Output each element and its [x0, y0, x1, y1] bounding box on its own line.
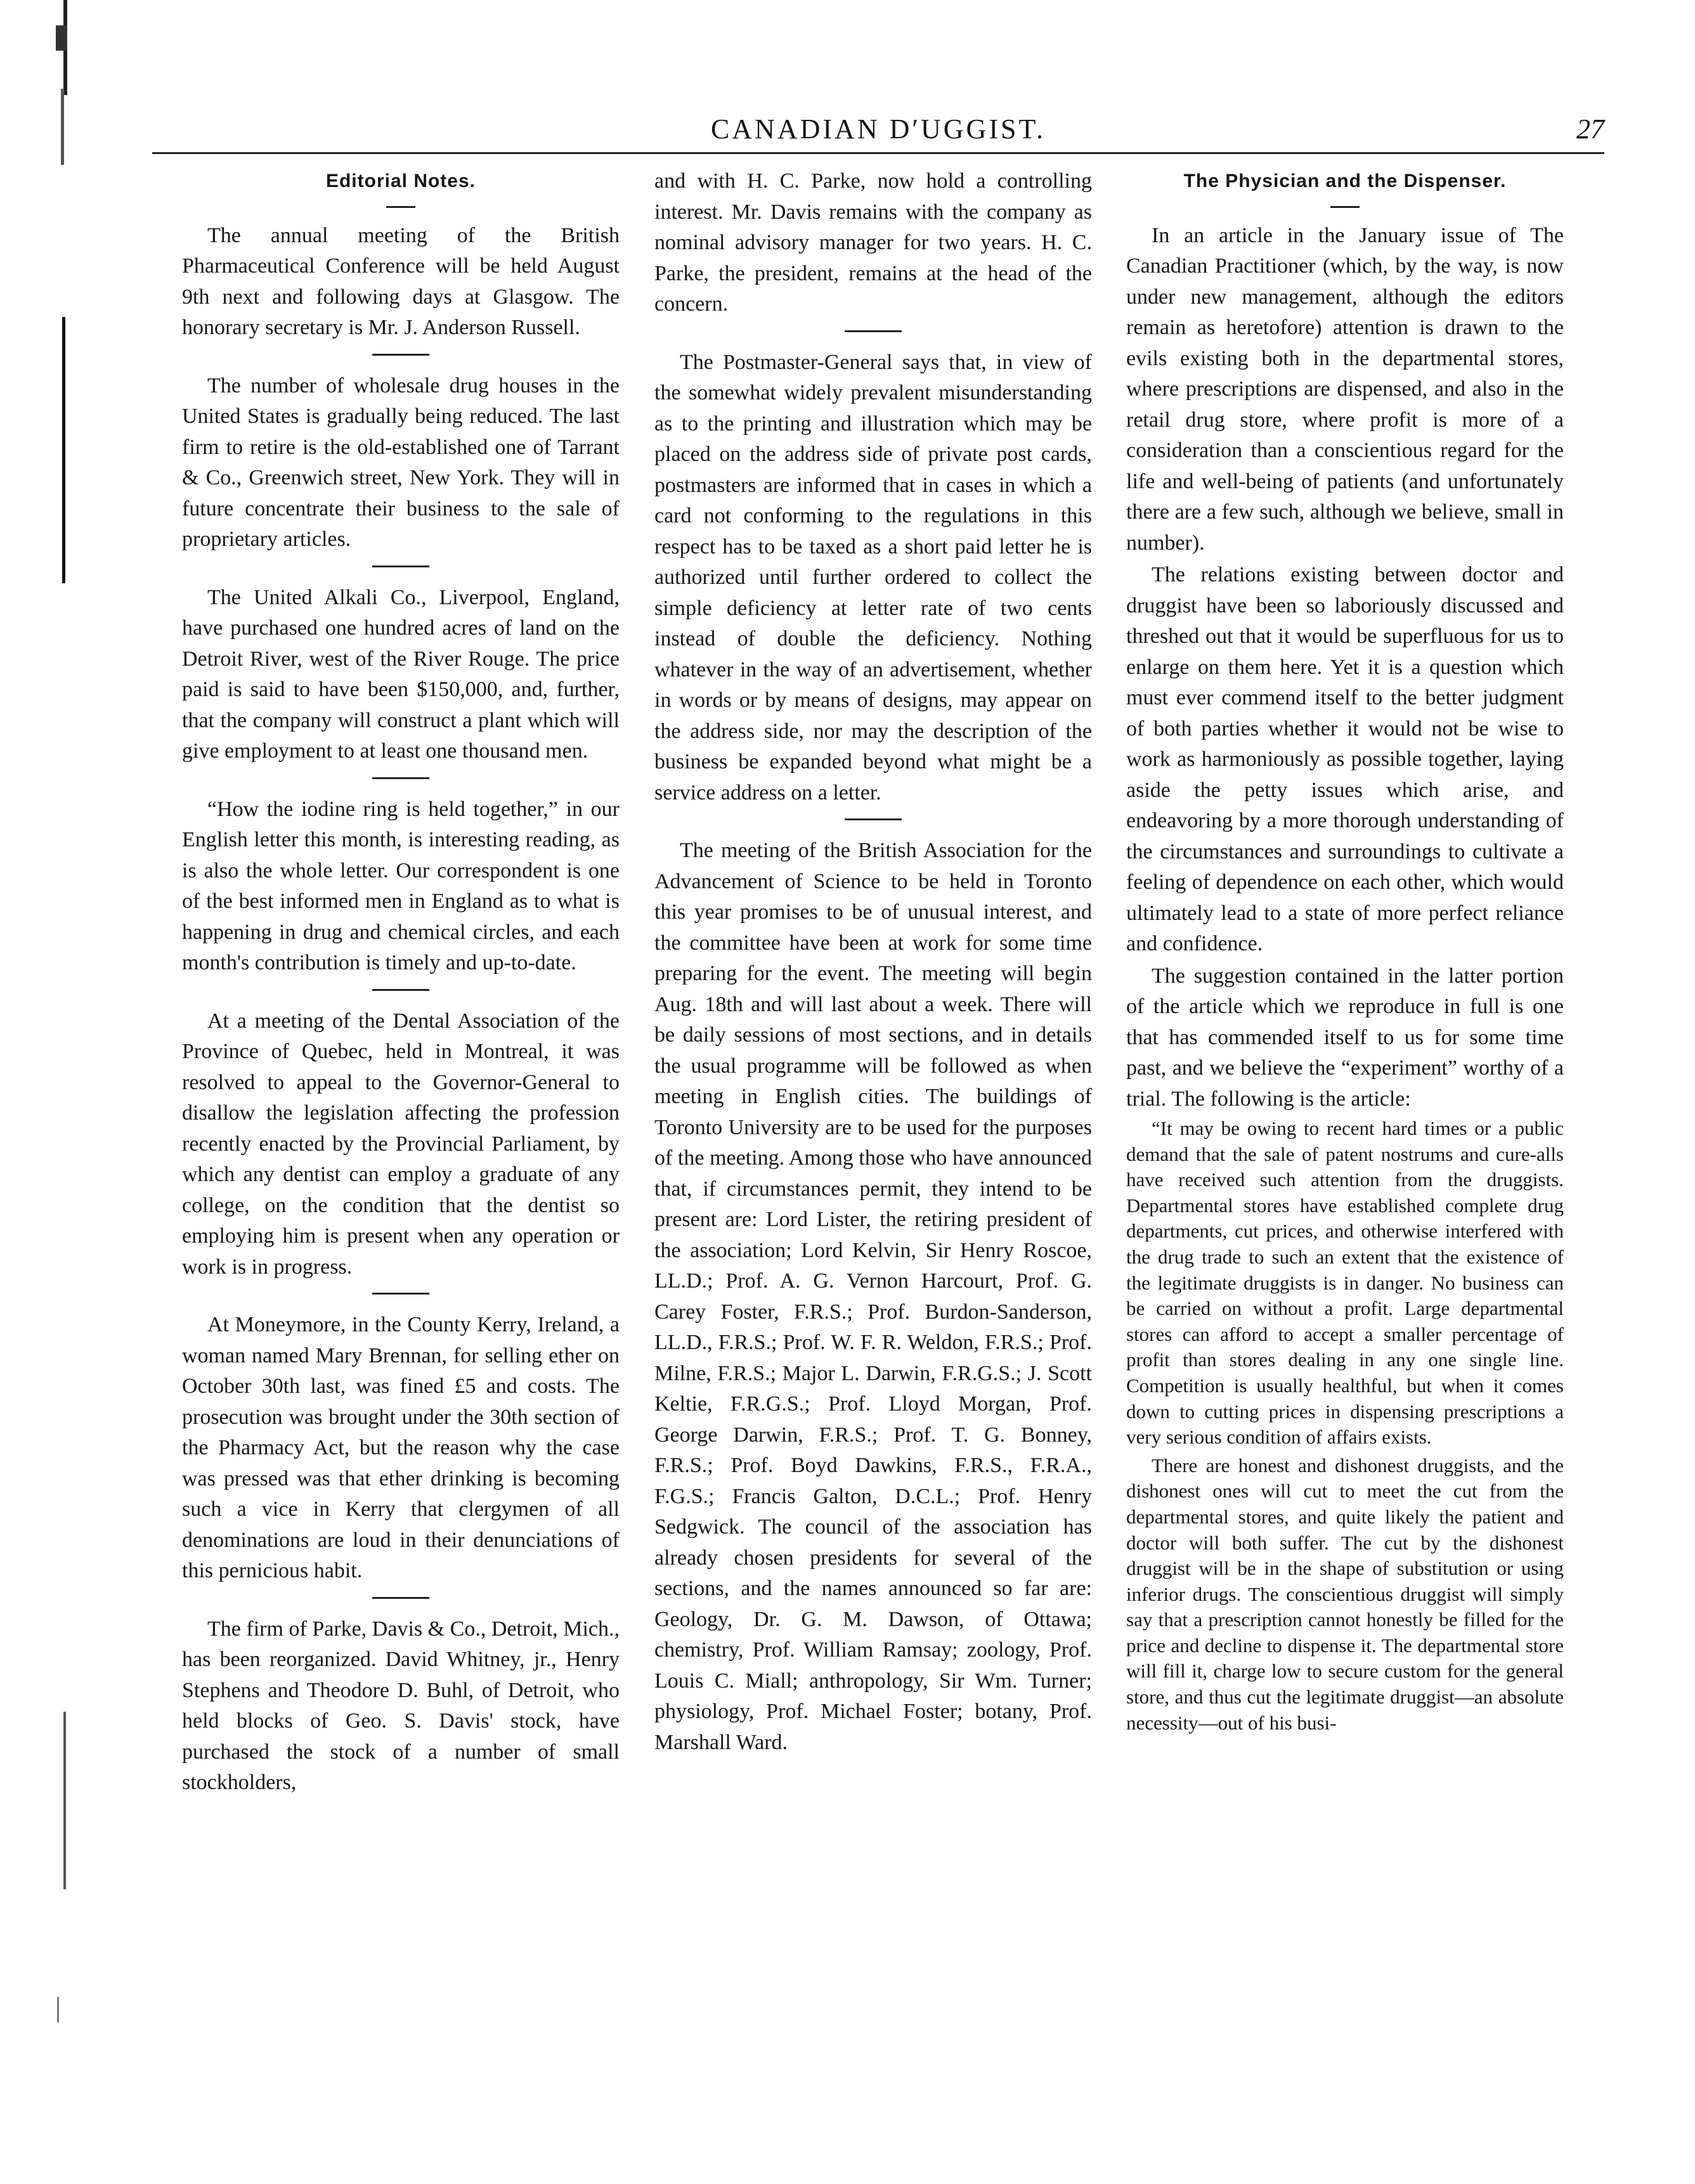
- paragraph: The relations existing between doctor and druggist have been so laboriously discussed and threshed out that it would be superfluous for us to enlarge on them here. Yet it is a question which must ever commend itself to the better judgment of both parties whether it would not be wise to work as harmoniously as possible together, laying aside the petty issues which arise, and endeavoring by a more thorough understanding of the circumstances and surroundings to cultivate a feeling of dependence on each other, which would ultimately lead to a state of more perfect reliance and confidence.: [1126, 563, 1564, 955]
- paragraph: and with H. C. Parke, now hold a controlling interest. Mr. Davis remains with the company as nominal advisory manager for two years. H. C. Parke, the president, remains at the head of the concern.: [654, 169, 1092, 316]
- running-title: CANADIAN D′UGGIST.: [710, 113, 1046, 145]
- paragraph: The annual meeting of the British Pharmaceutical Conference will be held August 9th next and following days at Glasgow. The honorary secretary is Mr. J. Anderson Russell.: [182, 223, 620, 339]
- paragraph: The firm of Parke, Davis & Co., Detroit, Mich., has been reorganized. David Whitney, jr., Henry Stephens and Theodore D. Buhl, of Detroit, who held blocks of Geo. S. Davis' stock, have purchased the stock of a number of small stockholders,: [182, 1617, 620, 1794]
- separator-rule: [372, 989, 429, 991]
- separator-rule: [372, 354, 429, 356]
- column-editorial-notes: [182, 166, 620, 1799]
- separator-rule: [386, 206, 415, 208]
- paragraph: “How the iodine ring is held together,” in our English letter this month, is interesting reading, as is also the whole letter. Our correspondent is one of the best informed men in England as to what is happening in drug and chemical circles, and each month's contribution is timely and up-to-date.: [182, 797, 620, 974]
- page-number: 27: [1576, 113, 1604, 145]
- page-binding-edge: [0, 0, 89, 2184]
- paragraph: At a meeting of the Dental Association of the Province of Quebec, held in Montreal, it was resolved to appeal to the Governor-General to disallow the legislation affecting the profession recently enacted by the Provincial Parliament, by which any dentist can employ a graduate of any college, on the condition that the dentist so employing him is present when any operation or work is in progress.: [182, 1009, 620, 1279]
- quoted-article: [1126, 1116, 1564, 1736]
- paragraph: The United Alkali Co., Liverpool, England, have purchased one hundred acres of land on the Detroit River, west of the River Rouge. The price paid is said to have been $150,000, and, further, that the company will construct a plant which will give employment to at least one thousand men.: [182, 585, 620, 763]
- paragraph: In an article in the January issue of The Canadian Practitioner (which, by the way, is now under new management, although the editors remain as heretofore) attention is drawn to the evils existing both in the departmental stores, where prescriptions are dispensed, and also in the retail drug store, where profit is more of a consideration than a conscientious regard for the life and well-being of patients (and unfortunately there are a few such, although we believe, small in number).: [1126, 223, 1564, 555]
- paragraph: The number of wholesale drug houses in the United States is gradually being reduced. The last firm to retire is the old-established one of Tarrant & Co., Greenwich street, New York. They will in future concentrate their business to the sale of proprietary articles.: [182, 373, 620, 551]
- separator-rule: [845, 330, 902, 332]
- page-header: [152, 113, 1604, 157]
- separator-rule: [372, 565, 429, 567]
- article-intro: [1126, 221, 1564, 1115]
- paragraph: At Moneymore, in the County Kerry, Ireland, a woman named Mary Brennan, for selling ether on October 30th last, was fined £5 and costs. The prosecution was brought under the 30th section of the Pharmacy Act, but the reason why the case was pressed was that ether drinking is becoming such a vice in Kerry that clergymen of all denominations are loud in their denunciations of this pernicious habit.: [182, 1313, 620, 1582]
- paragraph: The suggestion contained in the latter portion of the article which we reproduce in full is one that has commended itself to us for some time past, and we believe the “experiment” worthy of a trial. The following is the article:: [1126, 964, 1564, 1111]
- separator-rule: [1330, 206, 1360, 208]
- separator-rule: [372, 777, 429, 779]
- quoted-paragraph: “It may be owing to recent hard times or a public demand that the sale of patent nostrums and cure-alls have received such attention from the druggists. Departmental stores have established complete drug departments, cut prices, and otherwise interfered with the drug trade to such an extent that the existence of the legitimate druggists is in danger. No business can be carried on without a profit. Large departmental stores can afford to accept a smaller percentage of profit than stores dealing in any one single line. Competition is usually healthful, but when it comes down to cutting prices in dispensing prescriptions a very serious condition of affairs exists.: [1126, 1117, 1564, 1449]
- paragraph: The Postmaster-General says that, in view of the somewhat widely prevalent misunderstanding as to the printing and illustration which may be placed on the address side of private post cards, postmasters are informed that in cases in which a card not conforming to the regulations in this respect has to be taxed as a short paid letter he is authorized until further ordered to collect the simple deficiency at letter rate of two cents instead of double the deficiency. Nothing whatever in the way of an advertisement, whether in words or by means of designs, may appear on the address side, nor may the description of the business be expanded beyond what might be a service address on a letter.: [654, 350, 1092, 804]
- column-physician-and-dispenser: [1126, 166, 1564, 1738]
- header-rule: [152, 152, 1604, 154]
- quoted-paragraph: There are honest and dishonest druggists, and the dishonest ones will cut to meet the cut from the departmental stores, and quite likely the patient and doctor will both suffer. The cut by the dishonest druggist will be in the shape of substitution or using inferior drugs. The conscientious druggist will simply say that a prescription cannot honestly be filled for the price and decline to dispense it. The departmental store will fill it, charge low to secure custom for the general store, and thus cut the legitimate druggist—an absolute necessity—out of his busi-: [1126, 1454, 1564, 1734]
- section-heading-editorial-notes: Editorial Notes.: [325, 171, 476, 191]
- separator-rule: [372, 1293, 429, 1295]
- separator-rule: [372, 1597, 429, 1599]
- paragraph: The meeting of the British Association for the Advancement of Science to be held in Toronto this year promises to be of unusual interest, and the committee have been at work for some time preparing for the event. The meeting will begin Aug. 18th and will last about a week. There will be daily sessions of most sections, and in details the usual programme will be followed as when meeting in English cities. The buildings of Toronto University are to be used for the purposes of the meeting. Among those who have announced that, if circumstances permit, they intend to be present are: Lord Lister, the retiring president of the association; Lord Kelvin, Sir Henry Roscoe, LL.D.; Prof. A. G. Vernon Harcourt, Prof. G. Carey Foster, F.R.S.; Prof. Burdon-Sanderson, LL.D., F.R.S.; Prof. W. F. R. Weldon, F.R.S.; Prof. Milne, F.R.S.; Major L. Darwin, F.R.G.S.; J. Scott Keltie, F.R.G.S.; Prof. Lloyd Morgan, Prof. George Darwin, F.R.S.; Prof. T. G. Bonney, F.R.S.; Prof. Boyd Dawkins, F.R.S., F.R.A., F.G.S.; Francis Galton, D.C.L.; Prof. Henry Sedgwick. The council of the association has already chosen presidents for several of the sections, and the names announced so far are: Geology, Dr. G. M. Dawson, of Ottawa; chemistry, Prof. William Ramsay; zoology, Prof. Louis C. Miall; anthropology, Sir Wm. Turner; physiology, Prof. Michael Foster; botany, Prof. Marshall Ward.: [654, 839, 1092, 1754]
- column-continued-notes: [654, 166, 1092, 1758]
- separator-rule: [845, 818, 902, 820]
- section-heading-physician-dispenser: The Physician and the Dispenser.: [1183, 171, 1507, 191]
